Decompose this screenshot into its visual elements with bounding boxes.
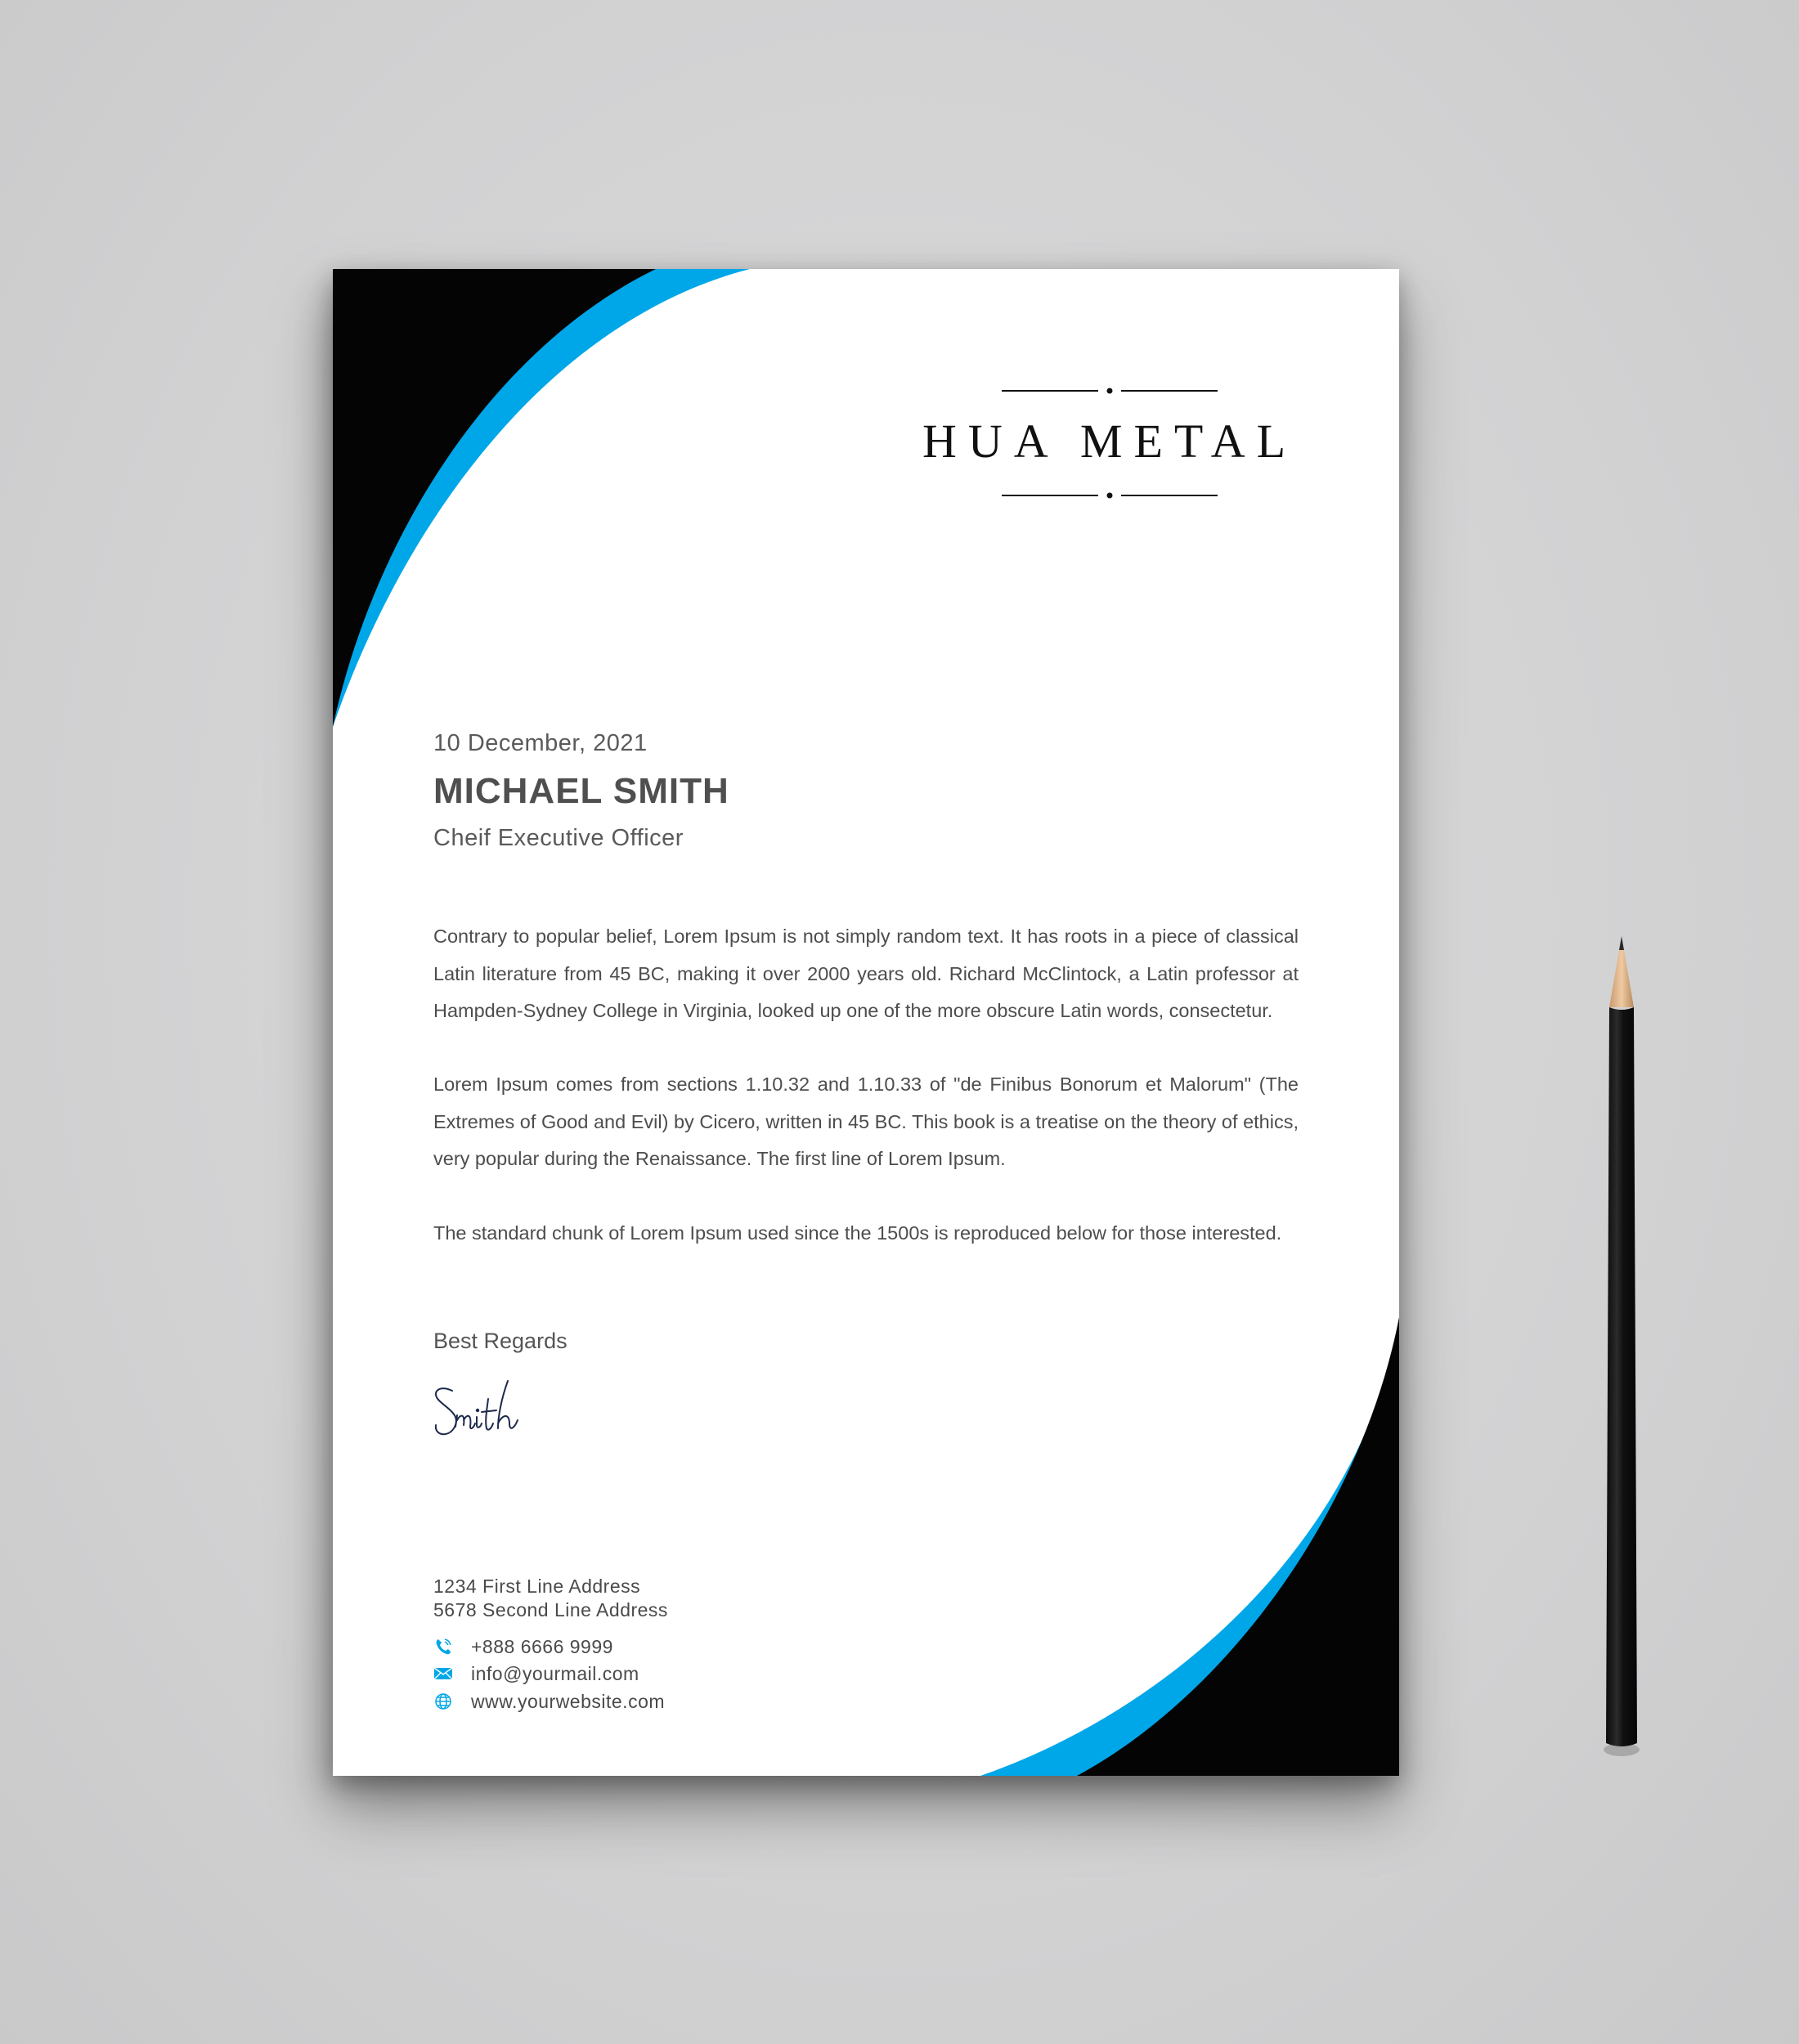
closing-text: Best Regards [433,1329,568,1353]
letterhead-paper [333,269,1399,1776]
handwritten-signature [429,1374,552,1456]
contact-website [433,1690,665,1713]
email-address: info@yourmail.com [471,1662,639,1684]
company-logo [905,383,1314,498]
phone-icon [433,1637,453,1656]
contact-phone [433,1635,613,1658]
recipient-title: Cheif Executive Officer [433,825,684,851]
letter-date: 10 December, 2021 [433,730,648,756]
logo-top-ornament [1002,388,1218,394]
top-left-black-swoosh [333,269,656,727]
company-name: HUA METAL [922,415,1298,468]
body-paragraph-3: The standard chunk of Lorem Ipsum used since the 1500s is reproduced below for those interested. [433,1222,1282,1244]
website-url: www.yourwebsite.com [471,1690,666,1712]
contact-email [433,1662,639,1685]
mail-icon [433,1664,453,1683]
phone-number: +888 6666 9999 [471,1635,613,1657]
body-paragraph-1: Contrary to popular belief, Lorem Ipsum is not simply random text. It has roots in a piece of classical Latin literature from 45 BC, making it over 2000 years old. Richard McClintock, a Latin professor at Hampden-Sydney College in Virginia, looked up one of the more obscure Latin words, consectetur. [433,926,1299,1021]
recipient-name: MICHAEL SMITH [433,771,729,811]
address-line-1: 1234 First Line Address [433,1576,641,1597]
logo-bottom-ornament [1002,492,1218,499]
globe-icon [433,1692,453,1711]
pencil-prop [1595,932,1644,1766]
body-paragraph-2: Lorem Ipsum comes from sections 1.10.32 and 1.10.33 of "de Finibus Bonorum et Malorum" (The Extremes of Good and Evil) by Cicero, written in 45 BC. This book is a treatise on the theory of ethics, very popular during the Renaissance. The first line of Lorem Ipsum. [433,1074,1299,1169]
address-line-2: 5678 Second Line Address [433,1599,668,1620]
